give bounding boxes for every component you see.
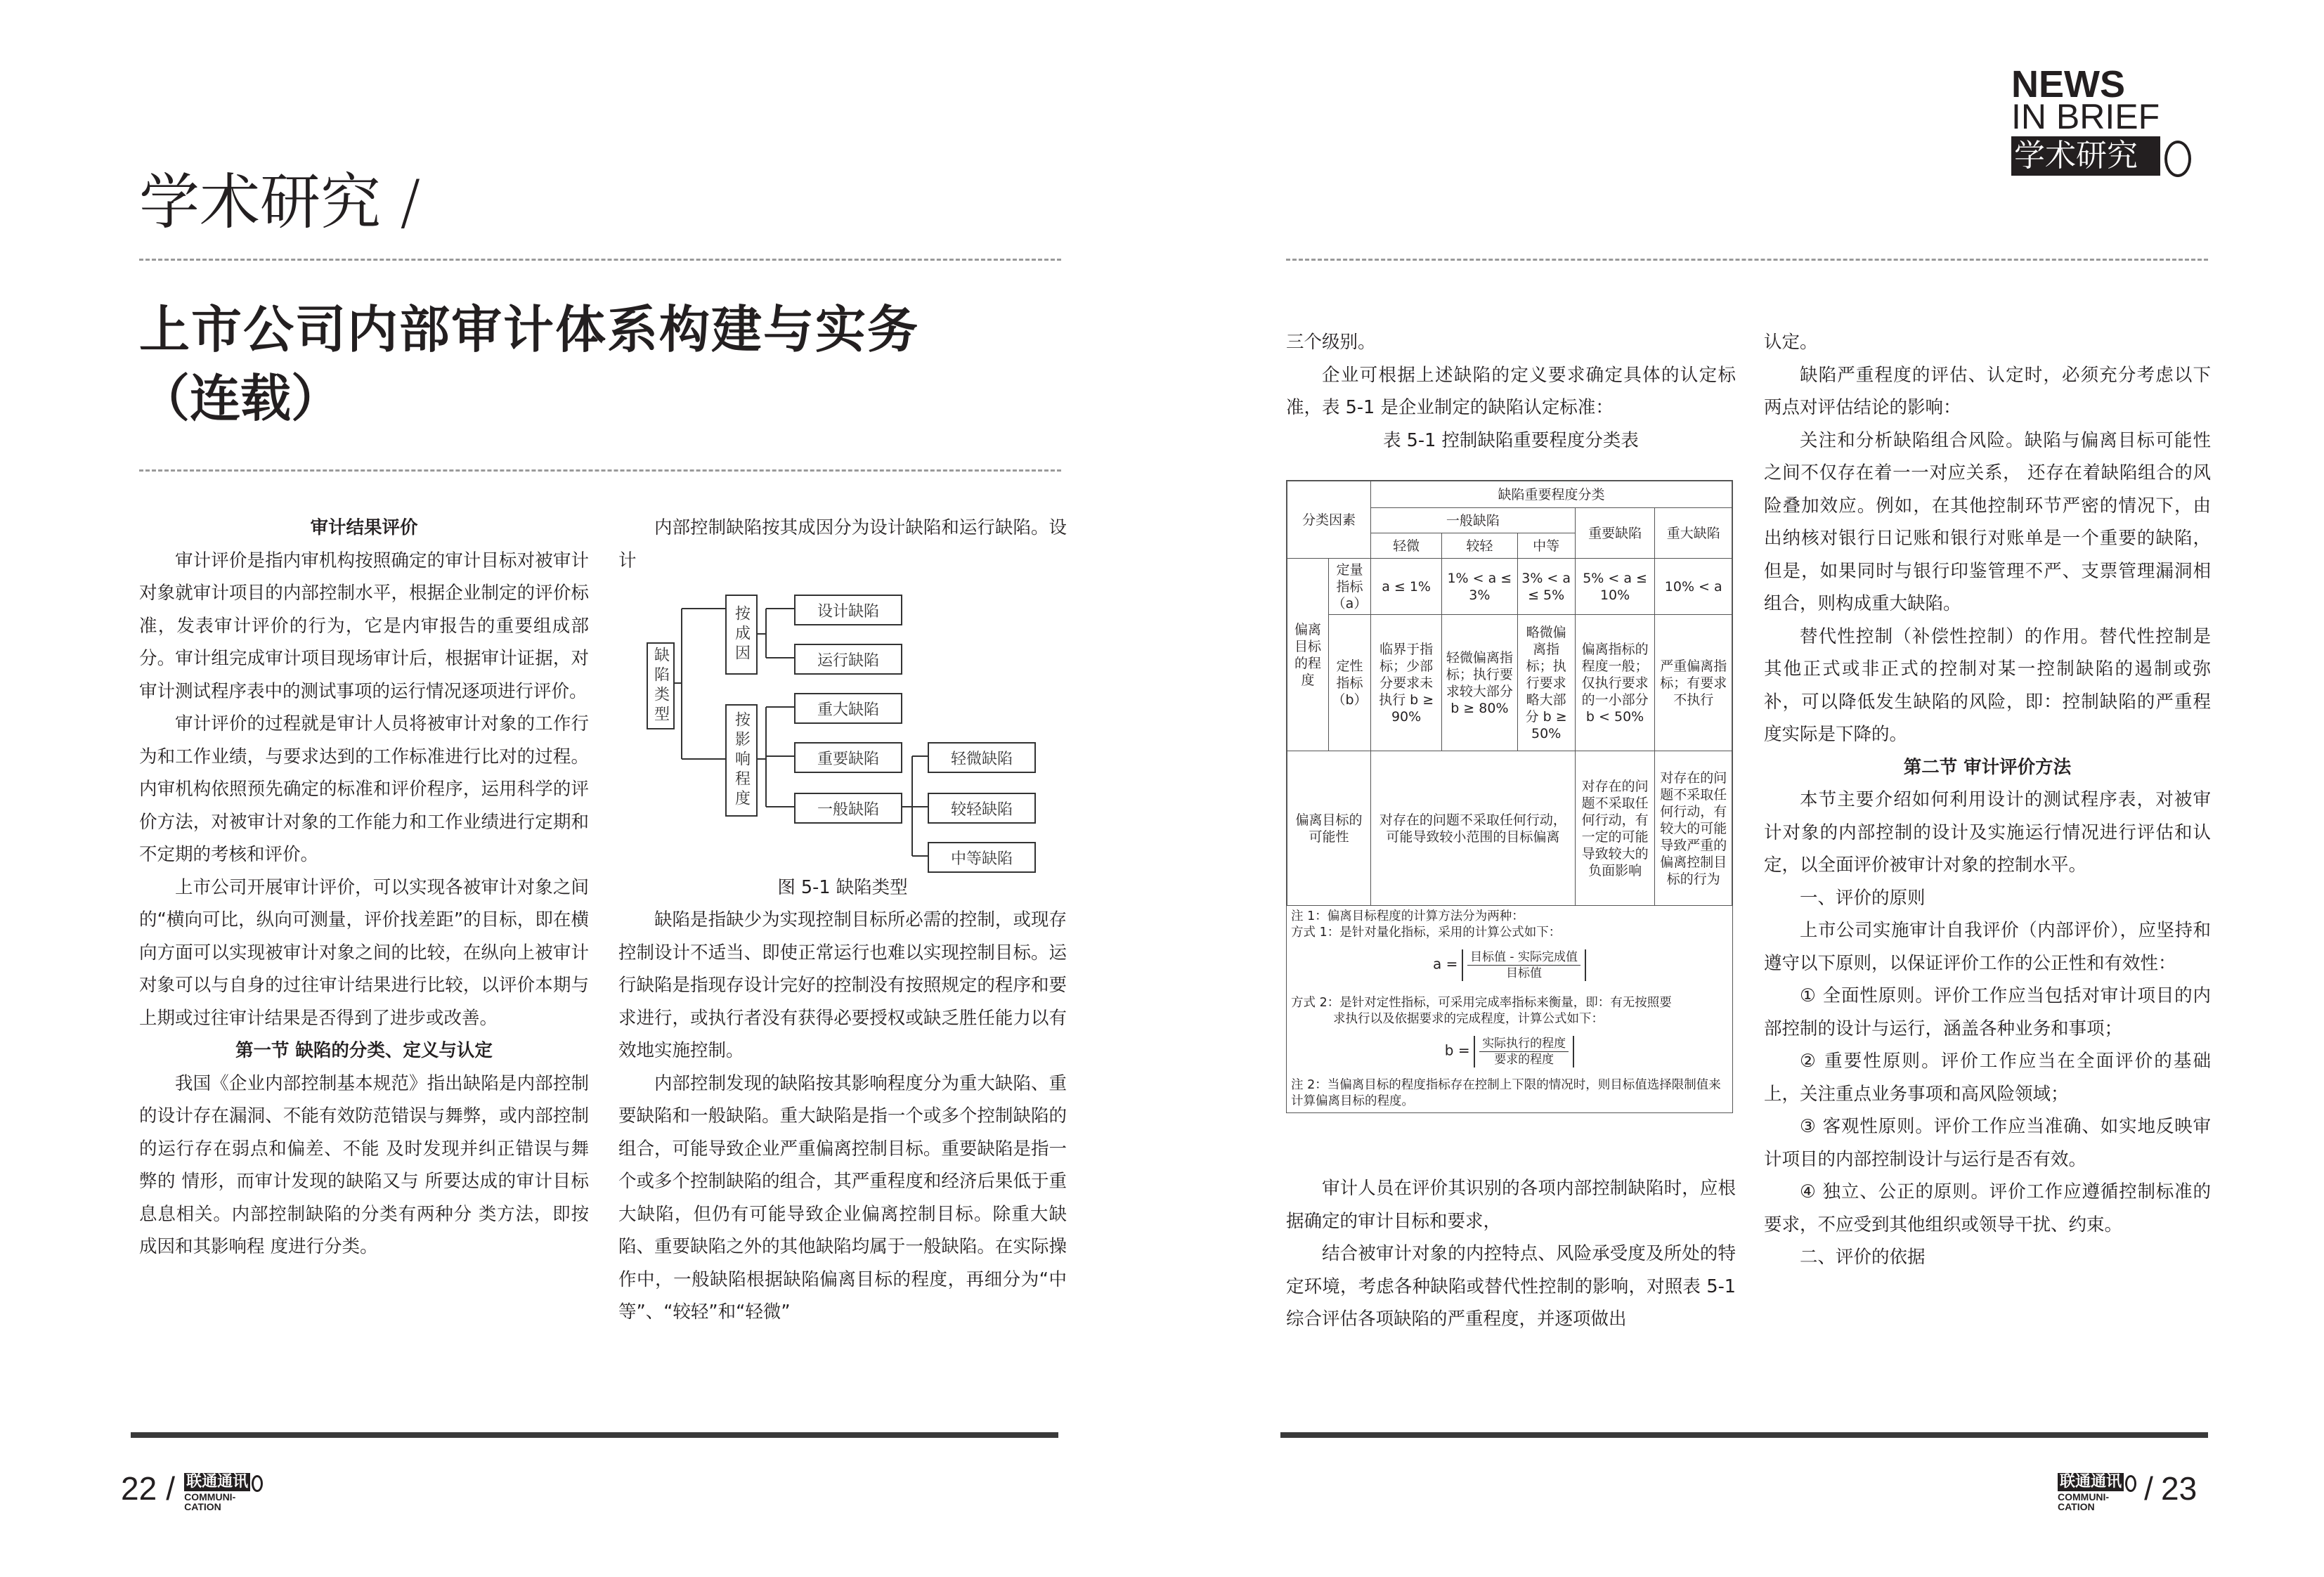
table-cell: 偏离指标的程度一般；仅执行要求的一小部分 b < 50%	[1575, 615, 1655, 751]
paragraph: 关注和分析缺陷组合风险。缺陷与偏离目标可能性之间不仅存在着一一对应关系， 还存在着缺陷组合的风险叠加效应。例如，在其他控制环节严密的情况下，由出纳核对银行日记账和银行对账单是一个重要的缺陷，但是，如果同时与银行印鉴管理不严、支票管理漏洞相组合，则构成重大缺陷。	[1764, 429, 2211, 614]
logo-en-2: CATION	[184, 1500, 221, 1512]
news-tag-text: 学术研究	[2014, 138, 2138, 174]
page-number: 22	[121, 1470, 157, 1507]
formula-lhs: b =	[1444, 1041, 1470, 1059]
diagram-design-defect: 设计缺陷	[794, 595, 902, 625]
table-cell: 偏离目标的程度	[1287, 559, 1329, 751]
logo-en-1: COMMUNI-	[184, 1491, 236, 1503]
article-title-line1: 上市公司内部审计体系构建与实务	[139, 300, 920, 359]
classification-table	[1287, 481, 1732, 906]
paragraph: 一、评价的原则	[1800, 887, 1926, 909]
top-divider-left	[139, 259, 1061, 261]
news-in-brief-badge	[2011, 63, 2215, 179]
page-slash: /	[166, 1470, 176, 1507]
table-cell: 偏离目标的可能性	[1287, 751, 1371, 906]
table-note: 方式 1：是针对量化指标，采用的计算公式如下：	[1291, 926, 1562, 940]
table-header-cell: 一般缺陷	[1371, 508, 1576, 533]
paragraph: 二、评价的依据	[1800, 1247, 1926, 1268]
formula-denominator: 要求的程度	[1494, 1053, 1554, 1067]
paragraph: 结合被审计对象的内控特点、风险承受度及所处的特定环境，考虑各种缺陷或替代性控制的影响，对照表 5-1 综合评估各项缺陷的严重程度，并逐项做出	[1286, 1243, 1736, 1330]
table-cell: 轻微偏离指标；执行要求较大部分 b ≥ 80%	[1442, 615, 1517, 751]
title-divider	[139, 469, 1061, 472]
table-header-cell: 中等	[1517, 533, 1575, 559]
paragraph: 审计评价是指内审机构按照确定的审计目标对被审计对象就审计项目的内部控制水平，根据企业制定的评价标准，发表审计评价的行为，它是内审报告的重要组成部分。审计组完成审计项目现场审计后，根据审计证据，对审计测试程序表中的测试事项的运行情况逐项进行评价。	[139, 550, 589, 702]
logo-en-1: COMMUNI-	[2058, 1491, 2110, 1503]
paragraph: 内部控制缺陷按其成因分为设计缺陷和运行缺陷。设计	[618, 517, 1067, 571]
table-note: 注 2：当偏离目标的程度指标存在控制上下限的情况时，则目标值选择限制值来计算偏离目标的程度。	[1291, 1078, 1721, 1108]
paragraph: 认定。	[1764, 332, 1818, 353]
footer-left	[121, 1467, 263, 1517]
paragraph: 本节主要介绍如何利用设计的测试程序表，对被审计对象的内部控制的设计及实施运行情况进行评估和认定，以全面评价被审计对象的控制水平。	[1764, 789, 2211, 876]
formula-a	[1291, 949, 1728, 981]
table-cell: 定量指标（a）	[1328, 559, 1370, 615]
paragraph: 审计人员在评价其识别的各项内部控制缺陷时，应根据确定的审计目标和要求，	[1286, 1178, 1736, 1232]
table-header-cell: 缺陷重要程度分类	[1371, 481, 1732, 508]
table-cell: 对存在的问题不采取任何行动，可能导致较小范围的目标偏离	[1371, 751, 1576, 906]
table-cell: 定性指标（b）	[1328, 615, 1370, 751]
column-2-continued	[618, 904, 1067, 1329]
table-notes	[1287, 906, 1732, 1112]
in-brief-label: IN BRIEF	[2011, 97, 2160, 136]
table-row	[1287, 481, 1732, 508]
table-cell: 严重偏离指标；有要求不执行	[1655, 615, 1732, 751]
paragraph: 三个级别。	[1286, 332, 1376, 353]
table-cell: 对存在的问题不采取任何行动，有较大的可能导致严重的偏离控制目标的行为	[1655, 751, 1732, 906]
table-row	[1287, 751, 1732, 906]
logo-cn: 联通通讯	[2058, 1473, 2124, 1491]
column-2	[618, 512, 1067, 577]
news-label: NEWS	[2011, 63, 2125, 105]
formula-b	[1291, 1036, 1728, 1067]
formula-numerator: 目标值 - 实际完成值	[1467, 949, 1580, 966]
defect-classification-table	[1286, 480, 1733, 1113]
table-header-cell: 重要缺陷	[1575, 508, 1655, 559]
section-heading: 第一节 缺陷的分类、定义与认定	[235, 1040, 493, 1061]
table-cell: 临界于指标；少部分要求未执行 b ≥ 90%	[1371, 615, 1442, 751]
paragraph: 我国《企业内部控制基本规范》指出缺陷是内部控制的设计存在漏洞、不能有效防范错误与舞弊，或内部控制的运行存在弱点和偏差、不能 及时发现并纠正错误与舞弊的 情形，而审计发现的缺陷又与 所要达成的审计目标息息相关。内部控制缺陷的分类有两种分 类方法，即按成因和其影响程 度进行分类。	[139, 1072, 589, 1257]
ring-icon	[2164, 141, 2191, 177]
formula-fraction	[1462, 949, 1586, 981]
table-cell: 10% < a	[1655, 559, 1732, 615]
section-title: 学术研究 /	[139, 167, 421, 238]
footer-rule-left	[131, 1432, 1058, 1438]
logo-cn: 联通通讯	[184, 1473, 250, 1491]
table-cell: 1% < a ≤ 3%	[1442, 559, 1517, 615]
table-cell: 3% < a ≤ 5%	[1517, 559, 1575, 615]
paragraph: ④ 独立、公正的原则。评价工作应遵循控制标准的要求，不应受到其他组织或领导干扰、约束。	[1764, 1181, 2211, 1235]
paragraph: 审计评价的过程就是审计人员将被审计对象的工作行为和工作业绩，与要求达到的工作标准进行比对的过程。内审机构依照预先确定的标准和评价程序，运用科学的评价方法，对被审计对象的工作能力和工作业绩进行定期和不定期的考核和评价。	[139, 713, 589, 865]
table-cell: 略微偏离指标；执行要求略大部分 b ≥ 50%	[1517, 615, 1575, 751]
diagram-connectors	[645, 585, 1060, 880]
diagram-root: 缺陷类型	[647, 642, 675, 729]
table-header-cell: 重大缺陷	[1655, 508, 1732, 559]
top-divider-right	[1286, 259, 2208, 261]
diagram-general-defect: 一般缺陷	[794, 793, 902, 824]
diagram-major-defect: 重大缺陷	[794, 693, 902, 724]
table-caption: 表 5-1 控制缺陷重要程度分类表	[1383, 429, 1639, 451]
formula-lhs: a =	[1433, 955, 1458, 973]
footer-rule-right	[1280, 1432, 2208, 1438]
section-heading: 审计结果评价	[310, 517, 418, 538]
diagram-slight-defect: 轻微缺陷	[928, 742, 1036, 773]
paragraph: ③ 客观性原则。评价工作应当准确、如实地反映审计项目的内部控制设计与运行是否有效。	[1764, 1116, 2211, 1170]
table-note: 求执行以及依据要求的完成程度，计算公式如下：	[1333, 1012, 1604, 1026]
table-header-cell: 分类因素	[1287, 481, 1371, 559]
paragraph: 替代性控制（补偿性控制）的作用。替代性控制是其他正式或非正式的控制对某一控制缺陷的遏制或弥补，可以降低发生缺陷的风险，即：控制缺陷的严重程度实际是下降的。	[1764, 625, 2211, 745]
table-header-cell: 轻微	[1371, 533, 1442, 559]
article-title-line2: （连载）	[139, 369, 342, 428]
logo-en-2: CATION	[2058, 1500, 2095, 1512]
diagram-by-cause: 按成因	[725, 595, 758, 675]
table-note: 注 1：偏离目标程度的计算方法分为两种：	[1291, 909, 1524, 923]
logo-ring-icon	[2125, 1475, 2136, 1492]
magazine-logo	[2058, 1473, 2136, 1512]
column-3	[1286, 326, 1736, 457]
table-header-cell: 较轻	[1442, 533, 1517, 559]
paragraph: 企业可根据上述缺陷的定义要求确定具体的认定标准，表 5-1 是企业制定的缺陷认定标准：	[1286, 364, 1736, 418]
table-cell: a ≤ 1%	[1371, 559, 1442, 615]
diagram-operation-defect: 运行缺陷	[794, 644, 902, 675]
page-slash: /	[2144, 1470, 2153, 1507]
diagram-medium-defect: 中等缺陷	[928, 842, 1036, 873]
formula-denominator: 目标值	[1505, 966, 1542, 980]
paragraph: 上市公司实施审计自我评价（内部评价），应坚持和遵守以下原则，以保证评价工作的公正性和有效性：	[1764, 920, 2211, 974]
section-heading: 第二节 审计评价方法	[1903, 756, 2072, 778]
table-cell: 5% < a ≤ 10%	[1575, 559, 1655, 615]
diagram-minor-defect: 较轻缺陷	[928, 793, 1036, 824]
paragraph: 内部控制发现的缺陷按其影响程度分为重大缺陷、重要缺陷和一般缺陷。重大缺陷是指一个或多个控制缺陷的组合，可能导致企业严重偏离控制目标。重要缺陷是指一个或多个控制缺陷的组合，其严重程度和经济后果低于重大缺陷，但仍有可能导致企业偏离控制目标。除重大缺陷、重要缺陷之外的其他缺陷均属于一般缺陷。在实际操作中，一般缺陷根据缺陷偏离目标的程度，再细分为“中等”、“较轻”和“轻微”	[618, 1072, 1067, 1323]
table-row	[1287, 615, 1732, 751]
diagram-by-impact: 按影响程度	[725, 704, 758, 817]
magazine-logo	[184, 1473, 263, 1512]
formula-numerator: 实际执行的程度	[1479, 1036, 1569, 1052]
diagram-important-defect: 重要缺陷	[794, 742, 902, 773]
paragraph: 缺陷是指缺少为实现控制目标所必需的控制，或现存控制设计不适当、即使正常运行也难以实现控制目标。运行缺陷是指现存设计完好的控制没有按照规定的程序和要求进行，或执行者没有获得必要授权或缺乏胜任能力以有效地实施控制。	[618, 909, 1067, 1061]
logo-ring-icon	[252, 1475, 263, 1492]
page-number: 23	[2160, 1470, 2198, 1507]
paragraph: ② 重要性原则。评价工作应当在全面评价的基础上，关注重点业务事项和高风险领域；	[1764, 1051, 2211, 1105]
footer-right	[2058, 1467, 2197, 1517]
table-row	[1287, 559, 1732, 615]
column-1	[139, 512, 589, 1264]
paragraph: 缺陷严重程度的评估、认定时，必须充分考虑以下两点对评估结论的影响：	[1764, 364, 2211, 418]
column-4	[1764, 326, 2211, 1274]
table-note: 方式 2：是针对定性指标，可采用完成率指标来衡量，即：有无按照要	[1291, 996, 1672, 1010]
figure-caption: 图 5-1 缺陷类型	[777, 877, 908, 898]
paragraph: ① 全面性原则。评价工作应当包括对审计项目的内部控制的设计与运行，涵盖各种业务和事项；	[1764, 985, 2211, 1039]
article-title	[139, 295, 919, 433]
formula-fraction	[1474, 1036, 1574, 1067]
paragraph: 上市公司开展审计评价，可以实现各被审计对象之间的“横向可比，纵向可测量，评价找差距”的目标，即在横向方面可以实现被审计对象之间的比较，在纵向上被审计对象可以与自身的过往审计结果进行比较，以评价本期与上期或过往审计结果是否得到了进步或改善。	[139, 876, 589, 1029]
table-cell: 对存在的问题不采取任何行动，有一定的可能导致较大的负面影响	[1575, 751, 1655, 906]
news-tag	[2011, 136, 2160, 176]
column-3-continued	[1286, 1172, 1736, 1336]
defect-type-diagram	[645, 585, 1060, 880]
